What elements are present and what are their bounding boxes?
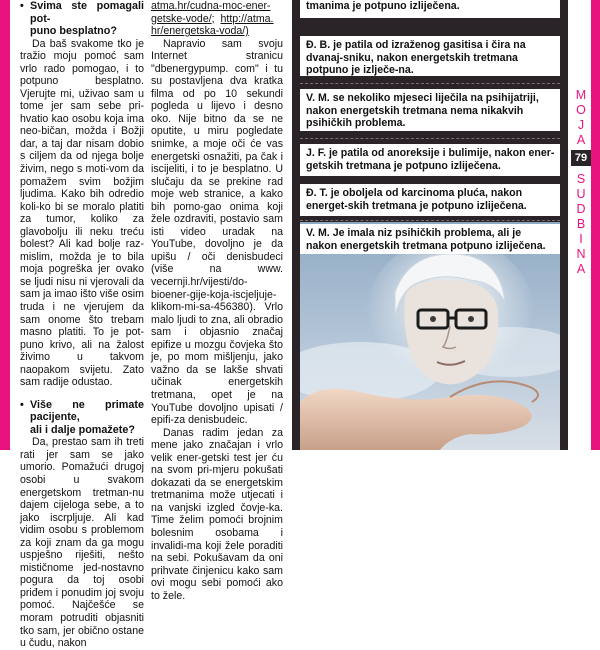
side-letter: O <box>576 103 586 117</box>
testimonial-box <box>300 36 560 76</box>
testimonial-box <box>300 184 560 216</box>
testimonial-text: Đ. B. je patila od izraženog gasitisa i čira na dvanaj-sniku, nakon energetskih tretmana potpuno je izlječe-na. <box>306 39 526 77</box>
testimonial-box <box>300 0 560 18</box>
question-line: ali i dalje pomažete? <box>30 423 136 436</box>
section-side-label <box>568 0 600 450</box>
url-line: hr/energetska-voda/) <box>151 25 249 38</box>
url-reference <box>151 0 283 38</box>
side-letter: N <box>576 247 586 261</box>
section-word-bottom <box>572 172 590 277</box>
side-letter: I <box>579 232 583 246</box>
side-letter: J <box>577 118 585 132</box>
page-number: 79 <box>571 150 591 166</box>
side-word-letters <box>572 88 590 148</box>
portrait-illustration <box>300 222 560 450</box>
testimonial-text: Đ. T. je oboljela od karcinoma pluća, nakon energet-skih tretmana je potpuno izliječena. <box>306 187 527 212</box>
testimonial-text: V. M. se nekoliko mjeseci liječila na psihijatriji, nakon energetskih tretmana nema nikakvih psihičkih problema. <box>306 92 539 130</box>
side-word-letters <box>572 172 590 277</box>
question-line: Više ne primate pacijente, <box>30 398 144 424</box>
answer-paragraph: Da baš svakome tko je tražio moju pomoć sam vrlo rado pomogao, i to potpuno besplatno. Vjerujte mi, uživao sam u tome jer sam sebe pri-hvatio kao osobu koja ima neo-bičan, možda i Božji dar, a taj dar nisam dobio s ciljem da od njega bolje živim, nego s moti-vom da pomažem svim božjim ljudima. Kako bih odredio koli-ko bi se moralo platiti za tumor, koliko za glavobolju ili neku treću bolest? Ali kad bolje raz-mislim, možda je to bila moja pogreška jer ovako se ljudi nisu ni vjerovali da sam ja imao išto više osim truda i ne vjerujem da sam onome što trebam masno platiti. To je pot-puno krivo, ali na žalost živimo u takvom naopakom svijetu. Zato sam radije odustao. <box>20 37 144 389</box>
side-letter: B <box>576 217 586 231</box>
url-line: getske-vode/; <box>151 12 215 25</box>
side-letter: A <box>576 262 586 276</box>
bullet-icon: • <box>20 398 24 411</box>
testimonial-text: V. M. Je imala niz psihičkih problema, ali je nakon energetskih tretmana potpuno izliječena. <box>306 227 546 252</box>
side-letter: U <box>576 187 586 201</box>
divider <box>300 138 560 139</box>
testimonial-box <box>300 144 560 176</box>
question-heading <box>20 0 144 38</box>
testimonial-box <box>300 224 560 254</box>
testimonial-text: J. F. je patila od anoreksije i bulimije, nakon ener-getskih tretmana je potpuno izliječena. <box>306 147 555 172</box>
left-accent-stripe <box>0 0 10 450</box>
testimonial-text: tmanima je potpuno izliječena. <box>306 0 460 12</box>
middle-text-column <box>151 0 283 602</box>
url-line: atma.hr/cudna-moc-ener- <box>151 0 271 12</box>
question-heading <box>20 399 144 437</box>
side-letter: S <box>576 172 586 186</box>
question-line: Svima ste pomagali pot- <box>30 0 144 25</box>
section-word-top <box>572 88 590 148</box>
left-text-column <box>20 0 144 650</box>
divider <box>300 220 560 221</box>
divider <box>300 83 560 84</box>
answer-paragraph: Da, prestao sam ih treti rati jer sam se jako umorio. Pomažući drugoj osobi u svakom energetskom tretman-nu dajem cijeloga sebe, a to jako iscrpljuje. Ali kad vidim osobu s problemom za koji znam da ga mogu uspješno riješiti, nešto mističnome jed-nostavno pogura da toj osobi priđem i ponudim joj svoju pomoć. Najčešće se moram potruditi objasniti tko sam, jer obično ostane u čudu, nakon <box>20 436 144 650</box>
body-paragraph: Napravio sam svoju Internet stranicu "dbenergypump. com" i tu su postavljena dva kratka filma od po 10 sekundi pogleda u lijevo i desno oko. Nije bitno da se ne oputite, u miru pogledate snimke, a moje oči će vas energetski osnažiti, pa čak i iscijeliti, i to je besplatno. U slučaju da se prekine rad moje web stranice, a kako bih pomo-gao onima koji žele ozdraviti, postavio sam isti video uradak na YouTube, dovoljno je da upišu / oči denisbudeci (više na www. vecernji.hr/vijesti/do-bioener-gije-koja-iscjeljuje-klikom-mi-sa-456380). Vrlo malo ljudi to zna, ali obradio sam i objasnio značaj epifize u mozgu čovjeka što je, po mom mišljenju, jako važno da se lakše shvati učinak energetskih tretmana, opet je na YouTube dovoljno upisati / epifi-za denisbudeic. <box>151 37 283 427</box>
portrait-photo <box>300 222 560 450</box>
testimonial-box <box>300 89 560 131</box>
side-letter: D <box>576 202 586 216</box>
right-accent-stripe <box>591 0 600 450</box>
body-paragraph: Danas radim jedan za mene jako značajan i vrlo velik ener-getski test jer ću na svom pri-mjeru pokušati dokazati da se energetskim tretmanima može utjecati i na vanjski izgled čovje-ka. Time želim pomoći brojnim bolesnim osobama i invalidi-ma koji žele poraditi na sebi. Pokušavam da oni prihvate činjenicu kako sam ovi mogu sebi pomoći ako to žele. <box>151 426 283 602</box>
bullet-icon: • <box>20 0 24 12</box>
url-line: http://atma. <box>220 12 274 25</box>
question-line: puno besplatno? <box>30 25 117 37</box>
side-letter: A <box>576 133 586 147</box>
side-letter: M <box>575 88 587 102</box>
